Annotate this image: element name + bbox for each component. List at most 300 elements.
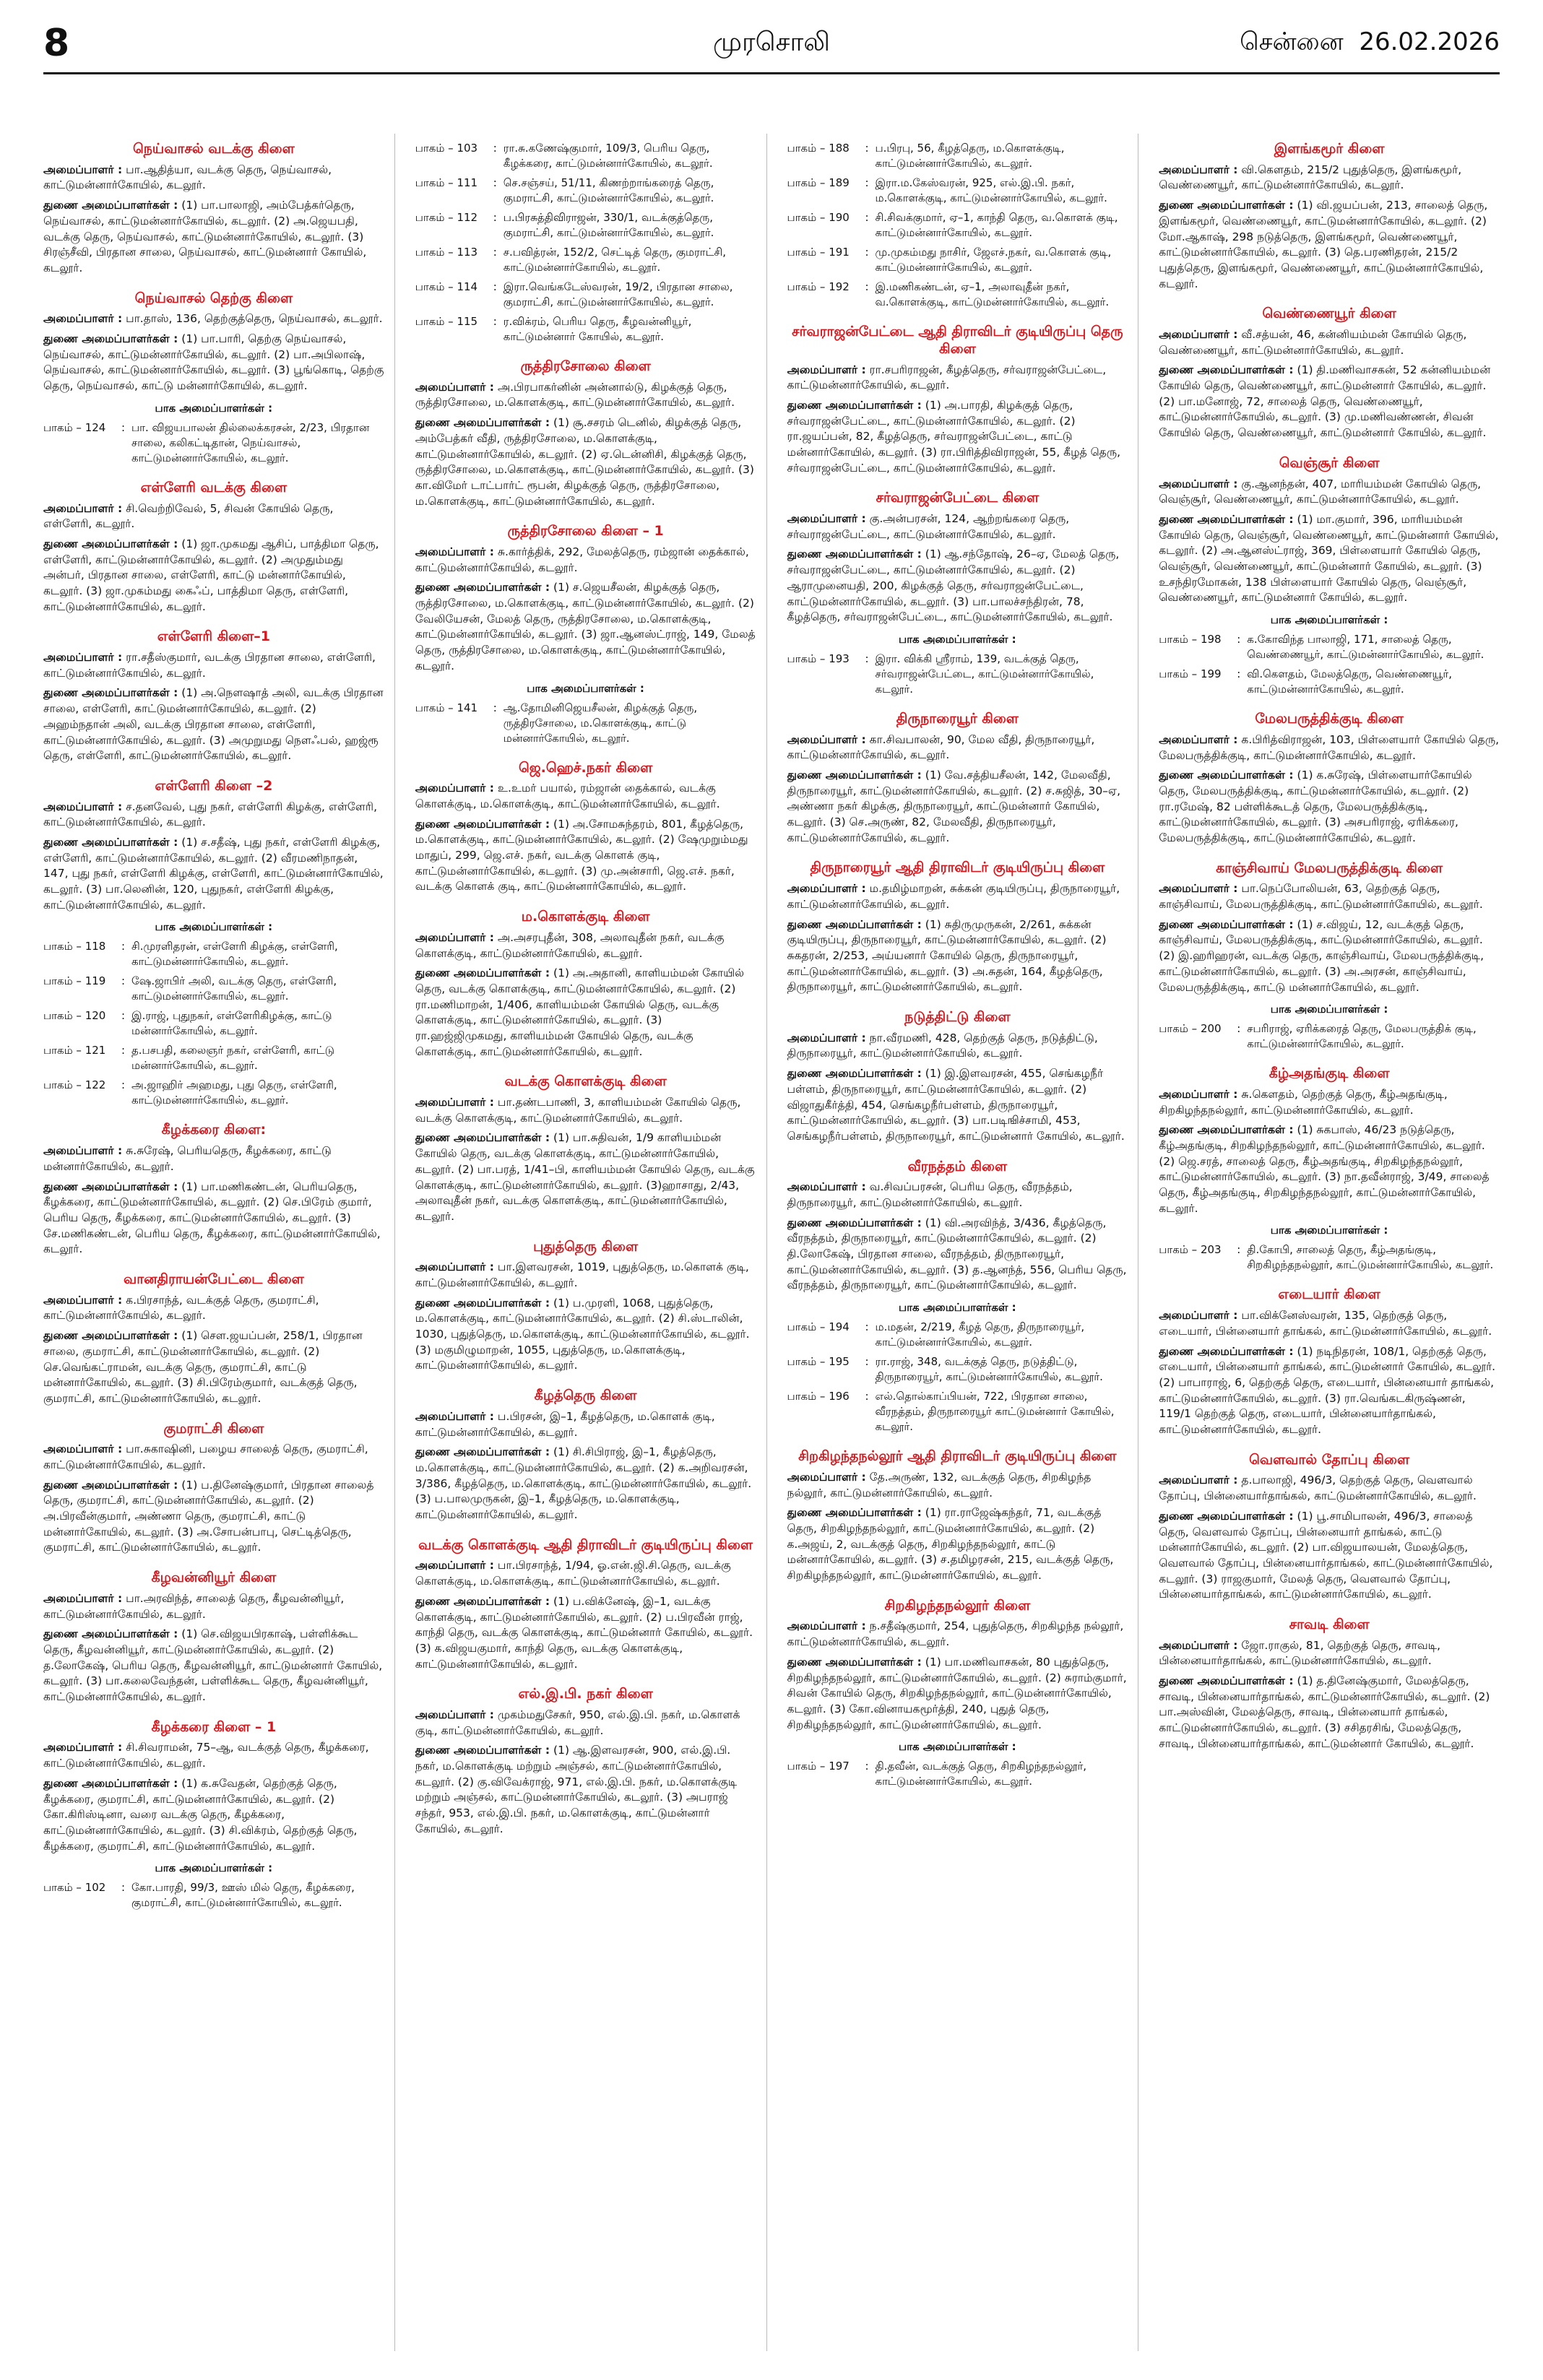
deputy-organisers (787, 1505, 1128, 1583)
booth-row (787, 210, 1128, 241)
booth-row (787, 1759, 1128, 1789)
deputy-details: (1) பா.மணிவாசகன், 80 புதுத்தெரு, சிறகிழந்தநல்லூர், காட்டுமன்னார்கோயில், கடலூர். (2) சுராம்குமார், சிவன் கோயில் தெரு, சிறகிழந்தநல்லூர், காட்டுமன்னார்கோயில், கடலூர். (3) கோ.வினாயகமூர்த்தி, 240, புதுத் தெரு, சிறகிழந்தநல்லூர், காட்டுமன்னார்கோயில், கடலூர். (787, 1655, 1127, 1731)
deputy-label: துணை அமைப்பாளர்கள் : (1159, 1509, 1294, 1523)
column-1 (43, 134, 395, 2351)
masthead (43, 22, 1500, 74)
deputy-details: (1) செ.விஜயபிரகாஷ், பள்ளிக்கூட தெரு, கீழவன்னியூர், காட்டுமன்னார்கோயில், கடலூர். (2) த.லோகேஷ், பெரிய தெரு, கீழவன்னியூர், காட்டுமன்னார் கோயில், கடலூர். (3) பா.கலைவேந்தன், பள்ளிக்கூட தெரு, கீழவன்னியூர், காட்டுமன்னார்கோயில், கடலூர். (43, 1627, 383, 1703)
branch-heading: புதுத்தெரு கிளை (533, 1238, 639, 1255)
deputy-label: துணை அமைப்பாளர்கள் : (415, 581, 550, 594)
booth-row (43, 1008, 384, 1039)
branch-section (43, 1719, 384, 1911)
organiser-details: த.பாலாஜி, 496/3, தெற்குத் தெரு, வெளவால் தோப்பு, பின்னையார்தாங்கல், காட்டுமன்னார்கோயில், கடலூர். (1159, 1474, 1477, 1503)
booth-number: பாகம் – 124 (43, 420, 106, 434)
booth-row (415, 701, 756, 746)
deputy-organisers (415, 1743, 756, 1837)
booth-colon: : (121, 974, 126, 988)
organiser-details: ஜோ.ராகுல், 81, தெற்குத் தெரு, சாவடி, பின்னையார்தாங்கல், காட்டுமன்னார்கோயில், கடலூர். (1159, 1638, 1441, 1668)
booth-row (415, 141, 756, 171)
deputy-details: (1) மா.குமார், 396, மாரியம்மன் கோயில் தெரு, வெஞ்சூர், வெண்ணையூர், காட்டுமன்னார் கோயில், கடலூர். (2) அ.ஆனஸ்ட்ராஜ், 369, பிள்ளையார் கோயில் தெரு, வெஞ்சூர், வெண்ணையூர், காட்டுமன்னார் கோயில், கடலூர். (3) உசந்திரமோகன், 138 பிள்ளையார் கோயில் தெரு, வெஞ்சூர், வெண்ணையூர், காட்டுமன்னார் கோயில், கடலூர். (1159, 512, 1499, 605)
booth-agents-heading: பாக அமைப்பாளர்கள் : (1270, 1224, 1388, 1237)
deputy-details: (1) வி.அரவிந்த், 3/436, கீழத்தெரு, வீரநத்தம், திருநாரையூர், காட்டுமன்னார்கோயில், கடலூர். (2) தி.லோகேஷ், பிரதான சாலை, வீரநத்தம், திருநாரையூர், காட்டுமன்னார்கோயில், கடலூர். (3) த.ஆனந்த், 556, பெரிய தெரு, வீரநத்தம், திருநாரையூர், காட்டுமன்னார்கோயில், கடலூர். (787, 1216, 1127, 1292)
booth-agents-heading: பாக அமைப்பாளர்கள் : (1270, 613, 1388, 627)
booth-row (415, 314, 756, 345)
branch-section (415, 141, 756, 345)
booth-agents-heading: பாக அமைப்பாளர்கள் : (899, 632, 1016, 646)
booth-row (1159, 667, 1500, 697)
deputy-details: (1) பூ.சாமிபாலன், 496/3, சாலைத் தெரு, வெளவால் தோப்பு, பின்னையார் தாங்கல், காட்டு மன்னார்கோயில், கடலூர். (2) பா.விஜயாலயன், மேலத்தெரு, வெளவால் தோப்பு, பின்னையார்தாங்கல், காட்டுமன்னார்கோயில், கடலூர். (3) ராஜகுமார், மேலத் தெரு, வெளவால் தோப்பு, பின்னையார்தாங்கல், காட்டுமன்னார்கோயில், கடலூர். (1159, 1509, 1493, 1601)
booth-agents-heading: பாக அமைப்பாளர்கள் : (155, 1861, 273, 1875)
organiser (1159, 732, 1500, 763)
deputy-label: துணை அமைப்பாளர்கள் : (787, 1655, 922, 1669)
organiser-details: அ.அசரபுதீன், 308, அலாவுதீன் நகர், வடக்கு கொளக்குடி, காட்டுமன்னார்கோயில், கடலூர். (415, 930, 725, 960)
deputy-details: (1) அ.அதானி, காளியம்மன் கோயில் தெரு, வடக்கு கொளக்குடி, காட்டுமன்னார்கோயில், கடலூர். (2) ரா.மணிமாறன், 1/406, காளியம்மன் கோயில் தெரு, வடக்கு கொளக்குடி, காட்டுமன்னார்கோயில், கடலூர். (3) ரா.ஹஜ்ஜிமுகமது, காளியம்மன் கோயில் தெரு, வடக்கு கொளக்குடி, காட்டுமன்னார்கோயில், கடலூர். (415, 966, 745, 1058)
booth-row (787, 280, 1128, 310)
booth-colon: : (121, 1078, 126, 1092)
branch-heading: மேலபருத்திக்குடி கிளை (1255, 711, 1404, 727)
booth-number: பாகம் – 194 (787, 1320, 850, 1334)
organiser (415, 1409, 756, 1440)
branch-section (43, 290, 384, 466)
booth-row (787, 245, 1128, 275)
deputy-details: (1) நடிநிதரன், 108/1, தெற்குத் தெரு, எடையார், பின்னையார் தாங்கல், காட்டுமன்னார் கோயில், கடலூர். (2) பாபாராஜ், 6, தெற்குத் தெரு, எடையார், பின்னையார் தாங்கல், காட்டுமன்னார்கோயில், கடலூர். (3) ரா.வெங்கடகிருஷ்ணன், 119/1 தெற்குத் தெரு, எடையார், பின்னையார்தாங்கல், காட்டுமன்னார்கோயில், கடலூர். (1159, 1344, 1496, 1436)
deputy-details: (1) வே.சத்தியசீலன், 142, மேலவீதி, திருநாரையூர், காட்டுமன்னார்கோயில், கடலூர். (2) ச.சுஜித், 30–ஏ, அண்ணா நகர் கிழக்கு, திருநாரையூர், காட்டுமன்னார் கோயில், கடலூர். (3) செ.அருண், 82, மேலவீதி, திருநாரையூர், காட்டுமன்னார்கோயில், கடலூர். (787, 769, 1121, 844)
branch-section (1159, 1452, 1500, 1603)
booth-row (43, 1043, 384, 1073)
organiser (43, 163, 384, 194)
newspaper-name: முரசொலி (713, 27, 830, 57)
booth-colon: : (493, 176, 497, 189)
booth-agent: இரா.ம.கேஸ்வரன், 925, எல்.இ.பி. நகர், ம.கொளக்குடி, காட்டுமன்னார்கோயில், கடலூர். (875, 176, 1107, 204)
organiser (43, 1442, 384, 1473)
deputy-organisers (415, 817, 756, 895)
organiser (787, 363, 1128, 394)
booth-row (43, 939, 384, 969)
organiser-label: அமைப்பாளர் : (415, 1409, 494, 1423)
booth-agent: மு.முகம்மது நாசிர், ஜேஎச்.நகர், வ.கொளக் குடி, காட்டுமன்னார்கோயில், கடலூர். (875, 246, 1112, 274)
booth-row (1159, 632, 1500, 662)
organiser-label: அமைப்பாளர் : (1159, 328, 1238, 341)
organiser-label: அமைப்பாளர் : (415, 930, 494, 944)
booth-number: பாகம் – 197 (787, 1760, 850, 1773)
deputy-label: துணை அமைப்பாளர்கள் : (787, 1506, 922, 1520)
booth-row (415, 210, 756, 241)
branch-section (787, 1159, 1128, 1435)
booth-number: பாகம் – 115 (415, 315, 478, 328)
booth-agent: சி.முரளிதரன், எள்ளேரி கிழக்கு, எள்ளேரி, காட்டுமன்னார்கோயில், கடலூர். (131, 940, 338, 969)
branch-section (787, 1009, 1128, 1145)
branch-section (1159, 306, 1500, 441)
organiser-details: சு.கார்த்திக், 292, மேலத்தெரு, ரம்ஜான் தைக்கால், காட்டுமன்னார்கோயில், கடலூர். (415, 545, 749, 574)
branch-heading: இளங்கமூர் கிளை (1274, 141, 1385, 157)
deputy-details: (1) ஜா.முகமது ஆசிப், பாத்திமா தெரு, எள்ளேரி, காட்டுமன்னார்கோயில், கடலூர். (2) அமுதும்மது அன்பர், பிரதான சாலை, எள்ளேரி, காட்டு மன்னார்கோயில், கடலூர். (3) ஜா.முகம்மது கைஃப், பாத்திமா தெரு, எள்ளேரி, காட்டுமன்னார்கோயில், கடலூர். (43, 537, 379, 613)
booth-colon: : (865, 280, 869, 293)
booth-colon: : (1237, 667, 1241, 681)
organiser-details: பா.விக்னேஸ்வரன், 135, தெற்குத் தெரு, எடையார், பின்னையார் தாங்கல், காட்டுமன்னார்கோயில், கடலூர். (1159, 1309, 1492, 1338)
deputy-details: (1) பா.பாரி, தெற்கு நெய்வாசல், நெய்வாசல், காட்டுமன்னார்கோயில், கடலூர். (2) பா.அபிலாஷ், நெய்வாசல், காட்டுமன்னார்கோயில், கடலூர். (3) பூங்கொடி, தெற்கு தெரு, நெய்வாசல், காட்டு மன்னார்கோயில், கடலூர். (43, 332, 384, 393)
branch-heading: கீழக்கரை கிளை – 1 (151, 1718, 277, 1735)
branch-section (787, 711, 1128, 847)
deputy-label: துணை அமைப்பாளர்கள் : (1159, 199, 1294, 212)
booth-number: பாகம் – 141 (415, 701, 478, 714)
organiser-label: அமைப்பாளர் : (1159, 1309, 1238, 1323)
column-2 (415, 134, 767, 2351)
branch-section (1159, 860, 1500, 1052)
dateline-place: சென்னை (1240, 27, 1344, 56)
booth-number: பாகம் – 103 (415, 142, 478, 155)
deputy-details: (1) தி.மணிவாசகன், 52 கன்னியம்மன் கோயில் தெரு, வெண்ணையூர், காட்டுமன்னார் கோயில், கடலூர். (2) பா.மனோஜ், 72, சாலைத் தெரு, வெண்ணையூர், காட்டுமன்னார்கோயில், கடலூர். (3) மு.மணிவண்ணன், சிவன் கோயில் தெரு, வெண்ணையூர், காட்டுமன்னார் கோயில், கடலூர். (1159, 363, 1491, 440)
booth-row (43, 420, 384, 466)
organiser (415, 380, 756, 411)
deputy-label: துணை அமைப்பாளர்கள் : (787, 548, 922, 561)
branch-section (43, 628, 384, 764)
booth-colon: : (865, 1390, 869, 1403)
organiser (1159, 1473, 1500, 1504)
booth-agent: ரா.ராஜ், 348, வடக்குத் தெரு, நடுத்திட்டு, திருநாரையூர், காட்டுமன்னார்கோயில், கடலூர். (875, 1355, 1103, 1384)
dateline (1240, 27, 1500, 59)
organiser-label: அமைப்பாளர் : (415, 1708, 494, 1721)
branch-section (43, 778, 384, 1109)
organiser (787, 881, 1128, 912)
booth-agent: ப.பிரபு, 56, கீழத்தெரு, ம.கொளக்குடி, காட்டுமன்னார்கோயில், கடலூர். (875, 142, 1065, 170)
booth-agent: தி.தவீன், வடக்குத் தெரு, சிறகிழந்தநல்லூர், காட்டுமன்னார்கோயில், கடலூர். (875, 1760, 1087, 1788)
deputy-label: துணை அமைப்பாளர்கள் : (43, 332, 178, 345)
booth-colon: : (493, 142, 497, 155)
deputy-label: துணை அமைப்பாளர்கள் : (415, 1131, 550, 1145)
booth-agent: கோ.பாரதி, 99/3, ஊஸ் மில் தெரு, கீழக்கரை, குமராட்சி, காட்டுமன்னார்கோயில், கடலூர். (131, 1881, 355, 1910)
booth-number: பாகம் – 189 (787, 176, 850, 189)
organiser-label: அமைப்பாளர் : (1159, 1087, 1238, 1101)
branch-heading: காஞ்சிவாய் மேலபருத்திக்குடி கிளை (1216, 860, 1443, 876)
deputy-label: துணை அமைப்பாளர்கள் : (787, 769, 922, 782)
deputy-label: துணை அமைப்பாளர்கள் : (787, 917, 922, 931)
booth-row (787, 652, 1128, 697)
branch-section (43, 1271, 384, 1407)
organiser (787, 1180, 1128, 1211)
branch-section (415, 1073, 756, 1224)
deputy-organisers (787, 768, 1128, 846)
deputy-details: (1) ஆ.சந்தோஷ், 26–ஏ, மேலத் தெரு, சர்வராஜன்பேட்டை, காட்டுமன்னார்கோயில், கடலூர். (2) ஆராமுனையதி, 200, கிழக்குத் தெரு, சர்வராஜன்பேட்டை, காட்டுமன்னார்கோயில், கடலூர். (3) பா.பாலச்சந்திரன், 78, கீழத்தெரு, சர்வராஜன்பேட்டை, காட்டுமன்னார்கோயில், கடலூர். (787, 548, 1120, 624)
organiser-label: அமைப்பாளர் : (43, 501, 123, 515)
organiser-label: அமைப்பாளர் : (1159, 1638, 1238, 1652)
deputy-organisers (1159, 917, 1500, 995)
booth-agent: ப.பிரசுத்திவிராஜன், 330/1, வடக்குத்தெரு, குமராட்சி, காட்டுமன்னார்கோயில், கடலூர். (503, 211, 714, 239)
booth-number: பாகம் – 191 (787, 246, 850, 259)
booth-colon: : (865, 1760, 869, 1773)
deputy-details: (1) ச.விஜய், 12, வடக்குத் தெரு, காஞ்சிவாய், மேலபருத்திக்குடி, காட்டுமன்னார்கோயில், கடலூர். (2) இ.ஹரிஹரன், வடக்கு தெரு, காஞ்சிவாய், மேலபருத்திக்குடி, காட்டுமன்னார்கோயில், கடலூர். (3) அ.அரசன், காஞ்சிவாய், மேலபருத்திக்குடி, காட்டு மன்னார்கோயில், கடலூர். (1159, 917, 1484, 994)
deputy-organisers (787, 1655, 1128, 1733)
organiser-label: அமைப்பாளர் : (43, 312, 123, 326)
booth-colon: : (1237, 1243, 1241, 1257)
deputy-organisers (1159, 512, 1500, 606)
branch-heading: ம.கொளக்குடி கிளை (521, 909, 650, 925)
branch-heading: எள்ளேரி வடக்கு கிளை (140, 479, 288, 496)
booth-colon: : (493, 211, 497, 224)
organiser-details: சு.கௌதம், தெற்குத் தெரு, கீழ்அதங்குடி, சிறகிழந்தநல்லூர், காட்டுமன்னார்கோயில், கடலூர். (1159, 1087, 1448, 1117)
deputy-label: துணை அமைப்பாளர்கள் : (415, 1744, 550, 1757)
booth-row (415, 280, 756, 310)
deputy-label: துணை அமைப்பாளர்கள் : (1159, 1674, 1294, 1688)
organiser-label: அமைப்பாளர் : (43, 1293, 123, 1307)
booth-number: பாகம் – 193 (787, 652, 850, 665)
booth-row (415, 176, 756, 206)
organiser-label: அமைப்பாளர் : (415, 1260, 494, 1274)
organiser-label: அமைப்பாளர் : (415, 782, 494, 795)
deputy-organisers (415, 415, 756, 509)
branch-heading: வெளவால் தோப்பு கிளை (1249, 1451, 1410, 1468)
branch-heading: வெஞ்சூர் கிளை (1279, 454, 1380, 471)
booth-row (787, 176, 1128, 206)
organiser-label: அமைப்பாளர் : (1159, 477, 1238, 490)
booth-row (787, 141, 1128, 171)
organiser-label: அமைப்பாளர் : (1159, 1474, 1238, 1487)
branch-section (43, 480, 384, 615)
organiser-details: ரா.சதீஸ்குமார், வடக்கு பிரதான சாலை, எள்ளேரி, காட்டுமன்னார்கோயில், கடலூர். (43, 651, 376, 680)
deputy-details: (1) க.சுவேதன், தெற்குத் தெரு, கீழக்கரை, குமராட்சி, காட்டுமன்னார்கோயில், கடலூர். (2) கோ.கிரிஸ்டினா, வரை வடக்கு தெரு, கீழக்கரை, காட்டுமன்னார்கோயில், கடலூர். (3) சி.விக்ரம், தெற்குத் தெரு, கீழக்கரை, குமராட்சி, காட்டுமன்னார்கோயில், கடலூர். (43, 1776, 358, 1853)
branch-heading: வெண்ணையூர் கிளை (1262, 306, 1396, 322)
deputy-organisers (415, 1130, 756, 1224)
deputy-organisers (415, 1445, 756, 1523)
article-columns (43, 134, 1500, 2351)
booth-agent: அ.ஜாஹிர் அஹமது, புது தெரு, எள்ளேரி, காட்டுமன்னார்கோயில், கடலூர். (131, 1078, 337, 1107)
deputy-organisers (787, 398, 1128, 476)
booth-colon: : (865, 176, 869, 189)
branch-section (1159, 1617, 1500, 1752)
booth-agent: ஷே.ஜாபிர் அலி, வடக்கு தெரு, எள்ளேரி, காட்டுமன்னார்கோயில், கடலூர். (131, 974, 337, 1003)
deputy-organisers (43, 1776, 384, 1854)
branch-heading: ஜெ.ஹெச்.நகர் கிளை (519, 759, 653, 776)
booth-number: பாகம் – 199 (1159, 667, 1222, 681)
branch-heading: வடக்கு கொளக்குடி கிளை (504, 1073, 667, 1090)
booth-colon: : (865, 211, 869, 224)
deputy-organisers (415, 966, 756, 1060)
deputy-organisers (43, 1328, 384, 1406)
branch-heading: நெய்வாசல் வடக்கு கிளை (132, 141, 295, 157)
deputy-organisers (787, 917, 1128, 995)
booth-number: பாகம் – 114 (415, 280, 478, 293)
organiser-details: உ.உமர் பயால், ரம்ஜான் தைக்கால், வடக்கு கொளக்குடி, ம.கொளக்குடி, காட்டுமன்னார்கோயில், கடலூர். (415, 782, 720, 810)
branch-heading: எல்.இ.பி. நகர் கிளை (518, 1686, 653, 1702)
deputy-label: துணை அமைப்பாளர்கள் : (1159, 363, 1294, 377)
dateline-date: 26.02.2026 (1359, 27, 1500, 56)
branch-section (787, 1598, 1128, 1790)
organiser-details: ம.தமிழ்மாறன், சுக்கன் குடியிருப்பு, திருநாரையூர், காட்டுமன்னார்கோயில், கடலூர். (787, 882, 1120, 911)
deputy-organisers (1159, 1509, 1500, 1603)
branch-section (43, 1122, 384, 1258)
organiser (1159, 1638, 1500, 1669)
booth-agent: ஆ.தோமினிஜெயசீலன், கிழக்குத் தெரு, ருத்திரசோலை, ம.கொளக்குடி, காட்டு மன்னார்கோயில், கடலூர். (503, 701, 698, 745)
booth-colon: : (1237, 633, 1241, 646)
branch-heading: வானதிராயன்பேட்டை கிளை (124, 1271, 304, 1287)
branch-heading: நெய்வாசல் தெற்கு கிளை (134, 290, 293, 306)
booth-agent: ர.விக்ரம், பெரிய தெரு, கீழவன்னியூர், காட்டுமன்னார் கோயில், கடலூர். (503, 315, 692, 343)
organiser (43, 311, 384, 327)
deputy-details: (1) க.சுரேஷ், பிள்ளையார்கோயில் தெரு, மேலபருத்திக்குடி, காட்டுமன்னார்கோயில், கடலூர். (2) ரா.ரமேஷ், 82 பள்ளிக்கூடத் தெரு, மேலபருத்திக்குடி, காட்டுமன்னார்கோயில், கடலூர். (3) அசபரிராஜ், ஏரிக்கரை, மேலபருத்திக்குடி, காட்டுமன்னார்கோயில், கடலூர். (1159, 769, 1472, 844)
booth-agent: ச.பவித்ரன், 152/2, செட்டித் தெரு, குமராட்சி, காட்டுமன்னார்கோயில், கடலூர். (503, 246, 727, 274)
organiser (1159, 477, 1500, 508)
organiser-label: அமைப்பாளர் : (43, 1442, 123, 1456)
organiser (787, 511, 1128, 542)
booth-number: பாகம் – 112 (415, 211, 478, 224)
booth-agent: வி.கௌதம், மேலத்தெரு, வெண்ணையூர், காட்டுமன்னார்கோயில், கடலூர். (1247, 667, 1452, 696)
organiser (43, 501, 384, 532)
branch-heading: கீழக்கரை கிளை: (161, 1122, 267, 1138)
booth-colon: : (1237, 1022, 1241, 1036)
branch-heading: சர்வராஜன்பேட்டை ஆதி திராவிடர் குடியிருப்பு தெரு கிளை (792, 324, 1123, 357)
booth-colon: : (121, 940, 126, 953)
organiser-details: வீ.சத்யன், 46, கன்னியம்மன் கோயில் தெரு, வெண்ணையூர், காட்டுமன்னார்கோயில், கடலூர். (1159, 328, 1467, 357)
deputy-label: துணை அமைப்பாளர்கள் : (43, 537, 178, 550)
organiser (1159, 163, 1500, 194)
booth-agent: பா. விஜயபாலன் தில்லைக்கரசன், 2/23, பிரதான சாலை, கலிகட்டிதான், நெய்வாசல், காட்டுமன்னார்கோயில், கடலூர். (131, 420, 370, 464)
organiser-details: ரா.சபரிராஜன், கீழத்தெரு, சர்வராஜன்பேட்டை, காட்டுமன்னார்கோயில், கடலூர். (787, 363, 1107, 392)
booth-number: பாகம் – 200 (1159, 1022, 1222, 1036)
deputy-organisers (1159, 1344, 1500, 1438)
booth-agent: இ.மணிகண்டன், ஏ–1, அலாவுதீன் நகர், வ.கொளக்குடி, காட்டுமன்னார்கோயில், கடலூர். (875, 280, 1110, 308)
organiser-details: பா.சுகாஷினி, பழைய சாலைத் தெரு, குமராட்சி, காட்டுமன்னார்கோயில், கடலூர். (43, 1442, 368, 1471)
deputy-organisers (43, 685, 384, 763)
deputy-organisers (43, 332, 384, 394)
organiser-details: சு.சுரேஷ், பெரியதெரு, கீழக்கரை, காட்டு மன்னார்கோயில், கடலூர். (43, 1144, 332, 1173)
booth-agent: ரா.சு.கணேஷ்குமார், 109/3, பெரிய தெரு, கீழக்கரை, காட்டுமன்னார்கோயில், கடலூர். (503, 142, 713, 170)
deputy-organisers (1159, 1122, 1500, 1216)
booth-colon: : (865, 652, 869, 665)
organiser-details: பா.பிரசாந்த், 1/94, ஓ.என்.ஜி.சி.தெரு, வடக்கு கொளக்குடி, ம.கொளக்குடி, காட்டுமன்னார்கோயில், கடலூர். (415, 1559, 731, 1588)
deputy-label: துணை அமைப்பாளர்கள் : (1159, 1344, 1294, 1358)
organiser (1159, 1308, 1500, 1339)
organiser-details: சி.வெற்றிவேல், 5, சிவன் கோயில் தெரு, எள்ளேரி, கடலூர். (43, 501, 334, 531)
deputy-details: (1) த.தினேஷ்குமார், மேலத்தெரு, சாவடி, பின்னையார்தாங்கல், காட்டுமன்னார்கோயில், கடலூர். (2) பா.அஸ்வின், மேலத்தெரு, சாவடி, பின்னையார் தாங்கல், காட்டுமன்னார்கோயில், கடலூர். (3) சசிதரசிங், மேலத்தெரு, சாவடி, பின்னையார்தாங்கல், காட்டுமன்னார் கோயில், கடலூர். (1159, 1674, 1490, 1750)
organiser-details: கா.சிவபாலன், 90, மேல வீதி, திருநாரையூர், காட்டுமன்னார்கோயில், கடலூர். (787, 732, 1095, 762)
organiser (415, 545, 756, 576)
deputy-label: துணை அமைப்பாளர்கள் : (415, 966, 550, 980)
deputy-label: துணை அமைப்பாளர்கள் : (43, 1627, 178, 1641)
booth-colon: : (121, 1881, 126, 1895)
booth-number: பாகம் – 195 (787, 1355, 850, 1369)
deputy-organisers (43, 1478, 384, 1556)
organiser-label: அமைப்பாளர் : (1159, 882, 1238, 896)
booth-row (787, 1389, 1128, 1435)
branch-heading: கீழத்தெரு கிளை (534, 1388, 637, 1404)
deputy-label: துணை அமைப்பாளர்கள் : (43, 1180, 178, 1193)
booth-agent: சபரிராஜ், ஏரிக்கரைத் தெரு, மேலபருத்திக் குடி, காட்டுமன்னார்கோயில், கடலூர். (1247, 1022, 1477, 1051)
deputy-organisers (415, 580, 756, 674)
booth-number: பாகம் – 113 (415, 246, 478, 259)
deputy-details: (1) பா.பாலாஜி, அம்பேத்கர்தெரு, நெய்வாசல், காட்டுமன்னார்கோயில், கடலூர். (2) அ.ஜெயபதி, வடக்கு தெரு, நெய்வாசல், காட்டுமன்னார்கோயில், கடலூர். (3) சிரஞ்சீவி, பிரதான சாலை, நெய்வாசல், காட்டுமன்னார் கோயில், கடலூர். (43, 199, 367, 274)
organiser-label: அமைப்பாளர் : (787, 512, 866, 526)
deputy-organisers (1159, 198, 1500, 292)
deputy-details: (1) சுதிருமுருகன், 2/261, சுக்கன் குடியிருப்பு, திருநாரையூர், காட்டுமன்னார்கோயில், கடலூர். (2) சுகதரன், 2/253, அய்யனார் கோயில் தெரு, திருநாரையூர், காட்டுமன்னார்கோயில், கடலூர். (3) அ.சுதன், 164, கீழத்தெரு, திருநாரையூர், காட்டுமன்னார்கோயில், கடலூர். (787, 917, 1107, 994)
branch-section (787, 860, 1128, 995)
organiser-label: அமைப்பாளர் : (415, 1559, 494, 1572)
organiser-details: ச.தனவேல், புது நகர், எள்ளேரி கிழக்கு, எள்ளேரி, காட்டுமன்னார்கோயில், கடலூர். (43, 800, 377, 829)
deputy-details: (1) அ.சோமசுந்தரம், 801, கீழத்தெரு, ம.கொளக்குடி, காட்டுமன்னார்கோயில், கடலூர். (2) ஷேமுறும்மது மாதுப், 299, ஜெ.எச். நகர், வடக்கு கொளக் குடி, காட்டுமன்னார்கோயில், கடலூர். (3) மு.அன்சாரி, ஜெ.எச். நகர், வடக்கு கொளக் குடி, காட்டுமன்னார்கோயில், கடலூர். (415, 817, 748, 893)
branch-heading: வீரநத்தம் கிளை (907, 1158, 1008, 1174)
branch-section (1159, 1286, 1500, 1437)
organiser-label: அமைப்பாளர் : (787, 1180, 866, 1194)
booth-colon: : (121, 1044, 126, 1057)
organiser-details: பா.அரவிந்த், சாலைத் தெரு, கீழவன்னியூர், காட்டுமன்னார்கோயில், கடலூர். (43, 1591, 345, 1621)
organiser-label: அமைப்பாளர் : (43, 1591, 123, 1605)
booth-agent: இரா.வெங்கடேஸ்வரன், 19/2, பிரதான சாலை, குமராட்சி, காட்டுமன்னார்கோயில், கடலூர். (503, 280, 733, 308)
branch-heading: வடக்கு கொளக்குடி ஆதி திராவிடர் குடியிருப்பு கிளை (418, 1536, 753, 1553)
deputy-organisers (787, 547, 1128, 625)
branch-heading: எள்ளேரி கிளை–1 (157, 628, 271, 645)
organiser (43, 800, 384, 831)
organiser (43, 1143, 384, 1174)
booth-colon: : (865, 1320, 869, 1334)
organiser-label: அமைப்பாளர் : (787, 732, 866, 746)
organiser-details: ப.பிரசன், இ–1, கீழத்தெரு, ம.கொளக் குடி, காட்டுமன்னார்கோயில், கடலூர். (415, 1409, 715, 1439)
organiser (415, 1260, 756, 1291)
deputy-details: (1) ரா.ராஜேஷ்கந்தர், 71, வடக்குத் தெரு, சிறகிழந்தநல்லூர், காட்டுமன்னார்கோயில், கடலூர். (2) க.அஜய், 2, வடக்குத் தெரு, சிறகிழந்தநல்லூர், காட்டு மன்னார்கோயில், கடலூர். (3) ச.தமிழரசன், 215, வடக்குத் தெரு, சிறகிழந்தநல்லூர், காட்டுமன்னார்கோயில், கடலூர். (787, 1506, 1114, 1582)
organiser-details: கு.ஆனந்தன், 407, மாரியம்மன் கோயில் தெரு, வெஞ்சூர், வெண்ணையூர், காட்டுமன்னார்கோயில், கடலூர். (1159, 477, 1482, 506)
branch-section (1159, 711, 1500, 847)
booth-agent: ம.மதன், 2/219, கீழத் தெரு, திருநாரையூர், காட்டுமன்னார்கோயில், கடலூர். (875, 1320, 1085, 1349)
organiser-details: நா.வீரமணி, 428, தெற்குத் தெரு, நடுத்திட்டு, திருநாரையூர், காட்டுமன்னார்கோயில், கடலூர். (787, 1031, 1098, 1060)
organiser-label: அமைப்பாளர் : (787, 1619, 866, 1633)
branch-section (787, 141, 1128, 310)
branch-heading: எள்ளேரி கிளை –2 (155, 777, 273, 794)
booth-number: பாகம் – 120 (43, 1009, 106, 1023)
booth-agent: செ.சஞ்சய், 51/11, கிணற்றாங்கரைத் தெரு, குமராட்சி, காட்டுமன்னார்கோயில், கடலூர். (503, 176, 714, 204)
deputy-details: (1) ப.விக்னேஷ், இ–1, வடக்கு கொளக்குடி, காட்டுமன்னார்கோயில், கடலூர். (2) ப.பிரவீன் ராஜ், காந்தி தெரு, வடக்கு கொளக்குடி, காட்டுமன்னார் கோயில், கடலூர். (3) க.விஜயகுமார், காந்தி தெரு, வடக்கு கொளக்குடி, காட்டுமன்னார்கோயில், கடலூர். (415, 1594, 753, 1671)
organiser-details: பா.இளவரசன், 1019, புதுத்தெரு, ம.கொளக் குடி, காட்டுமன்னார்கோயில், கடலூர். (415, 1260, 749, 1289)
organiser (787, 1619, 1128, 1650)
page-number: 8 (43, 22, 70, 65)
booth-colon: : (493, 701, 497, 714)
organiser (1159, 327, 1500, 358)
organiser (415, 1708, 756, 1739)
organiser (787, 1470, 1128, 1501)
organiser-label: அமைப்பாளர் : (787, 1031, 866, 1044)
booth-agent: எல்.தொல்காப்பியன், 722, பிரதான சாலை, வீரநத்தம், திருநாரையூர் காட்டுமன்னார் கோயில், கடலூர். (875, 1390, 1115, 1434)
organiser (787, 1031, 1128, 1062)
organiser (43, 650, 384, 681)
branch-section (1159, 1065, 1500, 1273)
deputy-organisers (415, 1594, 756, 1672)
branch-section (787, 490, 1128, 697)
organiser-label: அமைப்பாளர் : (43, 651, 123, 665)
deputy-organisers (43, 1180, 384, 1258)
booth-agents-heading: பாக அமைப்பாளர்கள் : (1270, 1003, 1388, 1016)
organiser-details: வி.கௌதம், 215/2 புதுத்தெரு, இளங்கமூர், வெண்ணையூர், காட்டுமன்னார்கோயில், கடலூர். (1159, 163, 1462, 192)
branch-section (415, 1537, 756, 1673)
deputy-details: (1) இ.இளவரசன், 455, செங்கழநீர் பள்ளம், திருநாரையூர், காட்டுமன்னார்கோயில், கடலூர். (2) விஜாதுகீர்த்தி, 454, செங்கழநீர்பள்ளம், திருநாரையூர், காட்டுமன்னார்கோயில், கடலூர். (3) பா.படிஙிச்சாமி, 453, செங்கழநீர்பள்ளம், திருநாரையூர், காட்டுமன்னார் கோயில், கடலூர். (787, 1067, 1125, 1143)
deputy-label: துணை அமைப்பாளர்கள் : (787, 398, 922, 412)
organiser-details: பா.தாஸ், 136, தெற்குத்தெரு, நெய்வாசல், கடலூர். (126, 312, 383, 326)
organiser (43, 1293, 384, 1324)
deputy-details: (1) பா.மணிகண்டன், பெரியதெரு, கீழக்கரை, காட்டுமன்னார்கோயில், கடலூர். (2) செ.பிரேம் குமார், பெரிய தெரு, கீழக்கரை, காட்டுமன்னார்கோயில், கடலூர். (3) சே.மணிகண்டன், பெரிய தெரு, கீழக்கரை, காட்டுமன்னார்கோயில், கடலூர். (43, 1180, 381, 1256)
organiser (415, 1095, 756, 1126)
organiser-label: அமைப்பாளர் : (415, 545, 494, 558)
deputy-label: துணை அமைப்பாளர்கள் : (43, 686, 178, 700)
organiser (415, 781, 756, 812)
organiser (1159, 881, 1500, 912)
deputy-label: துணை அமைப்பாளர்கள் : (415, 817, 550, 831)
organiser-details: அ.பிரபாகர்னின் அன்னால்டு, கிழக்குத் தெரு, ருத்திரசோலை, ம.கொளக்குடி, காட்டுமன்னார்கோயில், கடலூர். (415, 380, 735, 410)
deputy-label: துணை அமைப்பாளர்கள் : (415, 1594, 550, 1608)
deputy-details: (1) சுகபாஸ், 46/23 நடுத்தெரு, கீழ்அதங்குடி, சிறகிழந்தநல்லூர், காட்டுமன்னார்கோயில், கடலூர். (2) ஜெ.சரத், சாலைத் தெரு, கீழ்அதங்குடி, சிறகிழந்தநல்லூர், காட்டுமன்னார்கோயில், கடலூர். (3) நா.தவீன்ராஜ், 3/49, சாலைத் தெரு, கீழ்அதங்குடி, சிறகிழந்தநல்லூர், காட்டுமன்னார்கோயில், கடலூர். (1159, 1123, 1490, 1215)
organiser-details: க.பிரசாந்த், வடக்குத் தெரு, குமராட்சி, காட்டுமன்னார்கோயில், கடலூர். (43, 1293, 319, 1323)
organiser-label: அமைப்பாளர் : (787, 882, 866, 896)
booth-row (787, 1354, 1128, 1385)
deputy-label: துணை அமைப்பாளர்கள் : (415, 416, 550, 430)
booth-agents-heading: பாக அமைப்பாளர்கள் : (899, 1740, 1016, 1754)
deputy-label: துணை அமைப்பாளர்கள் : (1159, 917, 1294, 931)
organiser-label: அமைப்பாளர் : (415, 1096, 494, 1109)
branch-section (415, 760, 756, 896)
deputy-details: (1) ப.முரளி, 1068, புதுத்தெரு, ம.கொளக்குடி, காட்டுமன்னார்கோயில், கடலூர். (2) சி.ஸ்டாலின், 1030, புதுத்தெரு, ம.கொளக்குடி, காட்டுமன்னார்கோயில், கடலூர். (3) மகுமிழுமாறன், 1055, புதுத்தெரு, ம.கொளக்குடி, காட்டுமன்னார்கோயில், கடலூர். (415, 1296, 750, 1372)
